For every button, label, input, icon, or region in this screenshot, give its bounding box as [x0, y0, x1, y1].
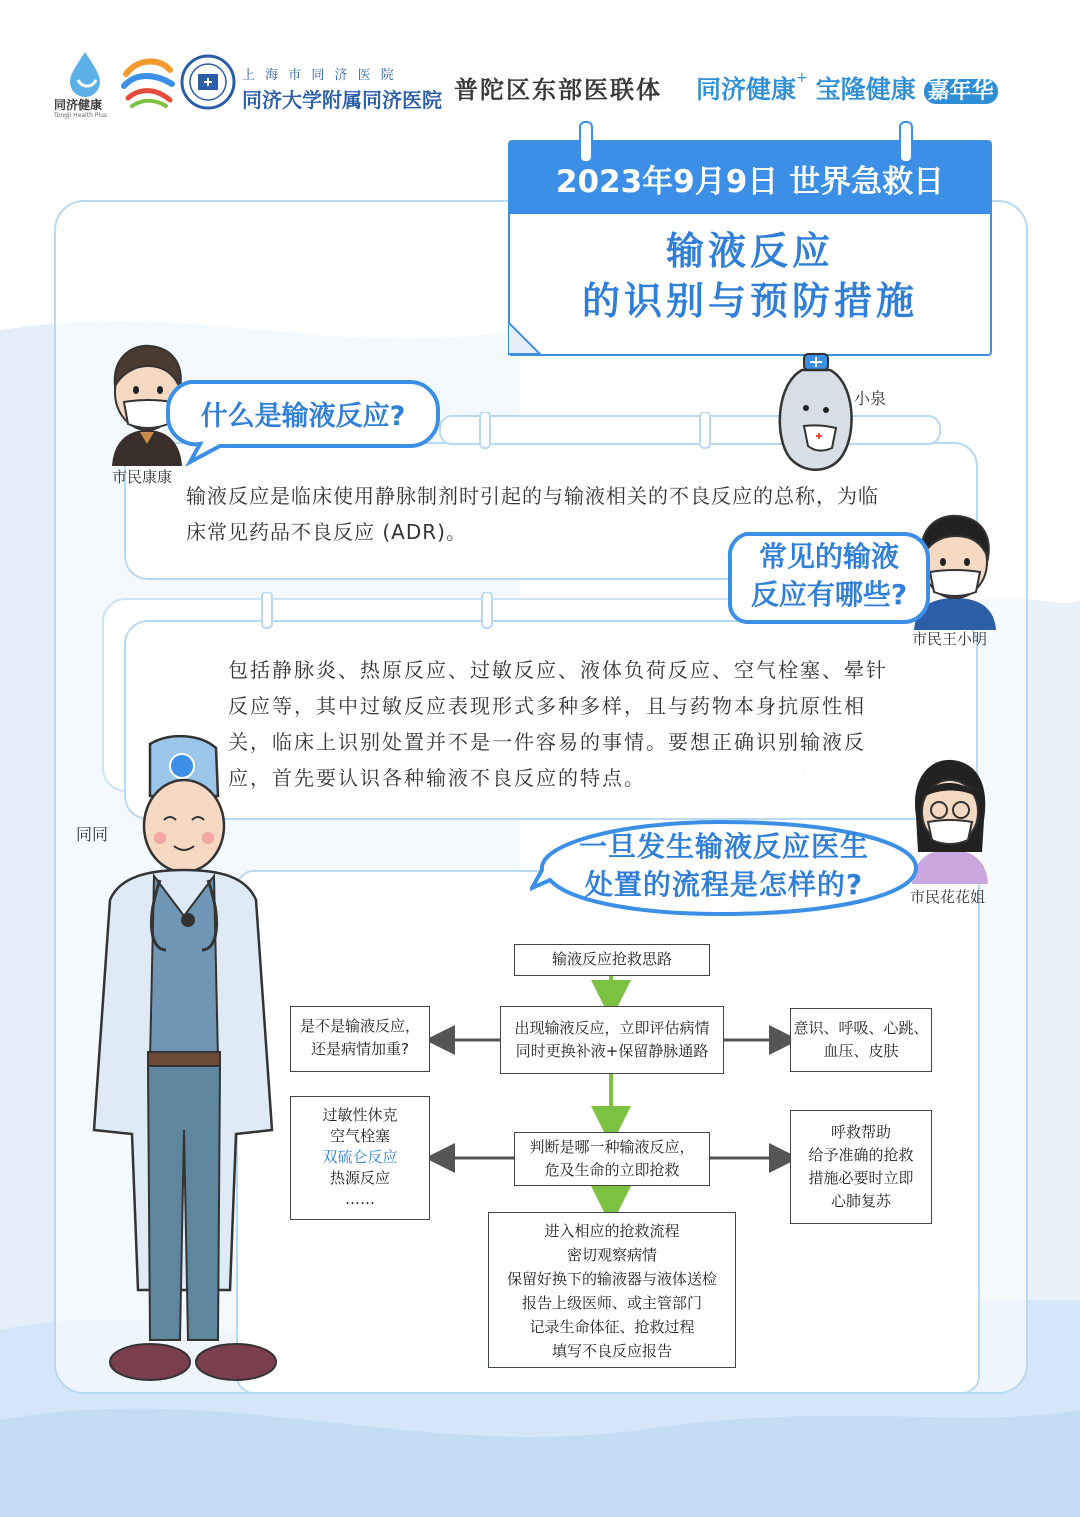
logo-tongji-health-en: Tongji Health Plus: [54, 112, 107, 119]
flow-left2-box: [290, 1096, 430, 1220]
label-wangxiaoming: 市民王小明: [912, 630, 988, 648]
flow-left2-line3: 双硫仑反应: [322, 1148, 398, 1166]
flow-step2-line2: 危及生命的立即抢救: [544, 1161, 680, 1179]
flow-step1-box: [500, 1006, 724, 1074]
question-1: 什么是输液反应?: [200, 401, 406, 432]
question-3-line1: 一旦发生输液反应医生: [578, 830, 869, 863]
flow-step3-line1: 进入相应的抢救流程: [544, 1222, 680, 1240]
flow-right2-box: [790, 1110, 932, 1224]
flow-left2-line5: ……: [345, 1190, 375, 1208]
flow-right2-line3: 措施必要时立即: [808, 1169, 914, 1187]
answer-2-line2: 反应等，其中过敏反应表现形式多种多样，且与药物本身抗原性相: [228, 694, 866, 718]
flow-right1-box: [790, 1008, 932, 1072]
question-bubble-1: [160, 372, 446, 462]
title-line2: 的识别与预防措施: [581, 279, 918, 323]
flow-step1-line1: 出现输液反应，立即评估病情: [514, 1019, 710, 1037]
flow-step2-line1: 判断是哪一种输液反应，: [529, 1138, 695, 1156]
flow-step3-line6: 填写不良反应报告: [551, 1342, 672, 1360]
question-2-line2: 反应有哪些?: [750, 578, 908, 611]
flow-right1-line2: 血压、皮肤: [823, 1042, 899, 1060]
answer-1-line2: 床常见药品不良反应 (ADR)。: [186, 520, 467, 544]
answer-2-line4: 应，首先要认识各种输液不良反应的特点。: [228, 766, 646, 790]
label-kangkang: 市民康康: [112, 468, 173, 486]
alliance-name: 普陀区东部医联体: [454, 75, 662, 104]
hospital-name-line1: 上 海 市 同 济 医 院: [242, 68, 397, 83]
binder-rings-icon: [570, 120, 930, 170]
brand-tongji: 同济健康: [696, 75, 797, 104]
hospital-name-line2: 同济大学附属同济医院: [242, 88, 442, 112]
flow-step1-line2: 同时更换补液+保留静脉通路: [515, 1042, 709, 1060]
flow-step3-line4: 报告上级医师、或主管部门: [521, 1294, 702, 1312]
answer-2-line3: 关，临床上识别处置并不是一件容易的事情。要想正确识别输液反: [228, 730, 866, 754]
logo-tongji-health-text: 同济健康: [54, 98, 103, 112]
flow-left1-line1: 是不是输液反应，: [299, 1017, 420, 1035]
flow-step2-box: [514, 1132, 710, 1186]
flow-left1-line2: 还是病情加重?: [311, 1040, 409, 1058]
answer-2-line1: 包括静脉炎、热原反应、过敏反应、液体负荷反应、空气栓塞、晕针: [228, 658, 888, 682]
label-tongtong: 同同: [76, 825, 109, 844]
flow-left2-line1: 过敏性休克: [322, 1106, 398, 1124]
brand-slogan: 同济健康+ 宝隆健康 嘉年华: [696, 70, 998, 106]
question-bubble-3: [530, 818, 918, 914]
label-huahuajie: 市民花花姐: [910, 888, 986, 906]
flow-right2-line4: 心肺复苏: [830, 1192, 891, 1210]
label-xiaoquan: 小泉: [854, 389, 887, 408]
flow-step3-line2: 密切观察病情: [566, 1246, 657, 1264]
question-2-line1: 常见的输液: [758, 540, 899, 573]
flow-start-label: 输液反应抢救思路: [551, 950, 672, 968]
mascot-xiaoquan-icon: [770, 352, 860, 476]
flow-step3-line5: 记录生命体征、抢救过程: [529, 1318, 695, 1336]
question-3-line2: 处置的流程是怎样的?: [584, 868, 864, 901]
flow-right2-line1: 呼救帮助: [830, 1123, 891, 1141]
flow-right2-line2: 给予准确的抢救: [808, 1146, 914, 1164]
flow-step3-box: [488, 1212, 736, 1368]
title-date: 2023年9月9日 世界急救日: [510, 142, 990, 214]
flow-left2-line2: 空气栓塞: [329, 1127, 390, 1145]
brand-baolong: 宝隆健康: [815, 75, 916, 104]
title-line1: 输液反应: [665, 229, 834, 273]
question-bubble-2: [724, 528, 934, 624]
brand-carnival: 嘉年华: [924, 79, 998, 104]
flow-left1-box: [290, 1006, 430, 1072]
flow-start-box: [514, 944, 710, 976]
flow-left2-line4: 热源反应: [329, 1169, 390, 1187]
answer-1-line1: 输液反应是临床使用静脉制剂时引起的与输液相关的不良反应的总称，为临: [186, 484, 879, 508]
flow-right1-line1: 意识、呼吸、心跳、: [793, 1019, 929, 1037]
flow-step3-line3: 保留好换下的输液器与液体送检: [506, 1270, 717, 1288]
